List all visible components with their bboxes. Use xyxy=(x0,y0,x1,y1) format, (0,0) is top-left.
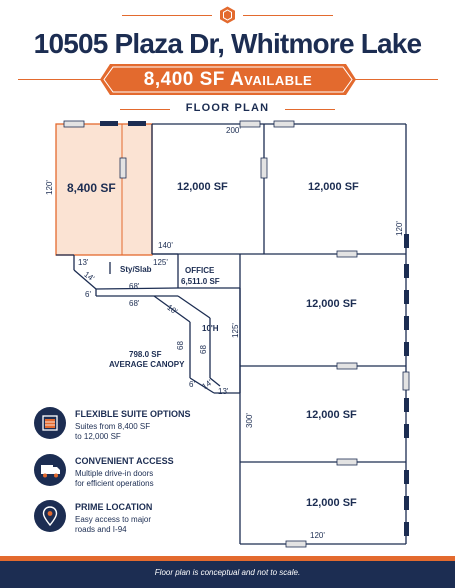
dimension-6-bottom: 6' xyxy=(189,380,195,389)
dimension-6-top: 6' xyxy=(85,290,91,299)
dimension-120-bottom: 120' xyxy=(310,531,325,540)
suite-right-3-label: 12,000 SF xyxy=(306,497,357,509)
feature-line: Multiple drive-in doors xyxy=(75,469,154,478)
feature-title: PRIME LOCATION xyxy=(75,502,153,512)
suite-right-1-label: 12,000 SF xyxy=(306,298,357,310)
dimension-140: 140' xyxy=(158,241,173,250)
office-label: OFFICE xyxy=(185,266,215,275)
dimension-120-right: 120' xyxy=(394,221,404,236)
door-icon xyxy=(34,407,66,439)
dimension-68-top: 68' xyxy=(129,282,140,291)
suite-available-label: 8,400 SF xyxy=(67,181,116,195)
feature-title: CONVENIENT ACCESS xyxy=(75,456,174,466)
dimension-14-top: 14' xyxy=(82,269,97,284)
dimension-200: 200' xyxy=(226,126,241,135)
truck-icon xyxy=(34,454,66,486)
availability-text: 8,400 SF Available xyxy=(143,69,313,90)
suite-top-middle-label: 12,000 SF xyxy=(177,181,228,193)
canopy-label: AVERAGE CANOPY xyxy=(109,360,185,369)
feature-title: FLEXIBLE SUITE OPTIONS xyxy=(75,409,191,419)
dimension-68-vertical-2: 68 xyxy=(198,345,208,354)
dimension-125-vertical: 125' xyxy=(230,323,240,338)
dimension-300: 300' xyxy=(244,413,254,428)
office-area: 6,511.0 SF xyxy=(181,277,220,286)
feature-prime-location xyxy=(34,500,234,540)
feature-line: Suites from 8,400 SF xyxy=(75,422,151,431)
feature-convenient-access xyxy=(34,454,234,494)
feature-line: Easy access to major xyxy=(75,515,152,524)
footer-note: Floor plan is conceptual and not to scale. xyxy=(154,568,301,577)
feature-flexible-suites xyxy=(34,407,234,447)
dimension-10: 10' xyxy=(165,302,180,317)
property-title: 10505 Plaza Dr, Whitmore Lake xyxy=(33,28,422,59)
feature-line: for efficient operations xyxy=(75,479,154,488)
dimension-68-vertical-1: 68 xyxy=(175,341,185,350)
dimension-125-top: 125' xyxy=(153,258,168,267)
suite-right-2-label: 12,000 SF xyxy=(306,409,357,421)
dimension-13-bottom: 13' xyxy=(218,387,229,396)
canopy-area: 798.0 SF xyxy=(129,350,162,359)
suite-top-right-label: 12,000 SF xyxy=(308,181,359,193)
feature-line: roads and I-94 xyxy=(75,525,127,534)
dimension-68-mid: 68' xyxy=(129,299,140,308)
feature-line: to 12,000 SF xyxy=(75,432,121,441)
dimension-14-bottom: 14' xyxy=(200,377,215,392)
sty-slab-label: Sty/Slab xyxy=(120,265,152,274)
dimension-120-left: 120' xyxy=(44,180,54,195)
office-height: 10'H xyxy=(202,324,219,333)
location-pin-icon xyxy=(34,500,66,532)
dimension-13-top: 13' xyxy=(78,258,89,267)
floor-plan-label: FLOOR PLAN xyxy=(185,102,270,114)
